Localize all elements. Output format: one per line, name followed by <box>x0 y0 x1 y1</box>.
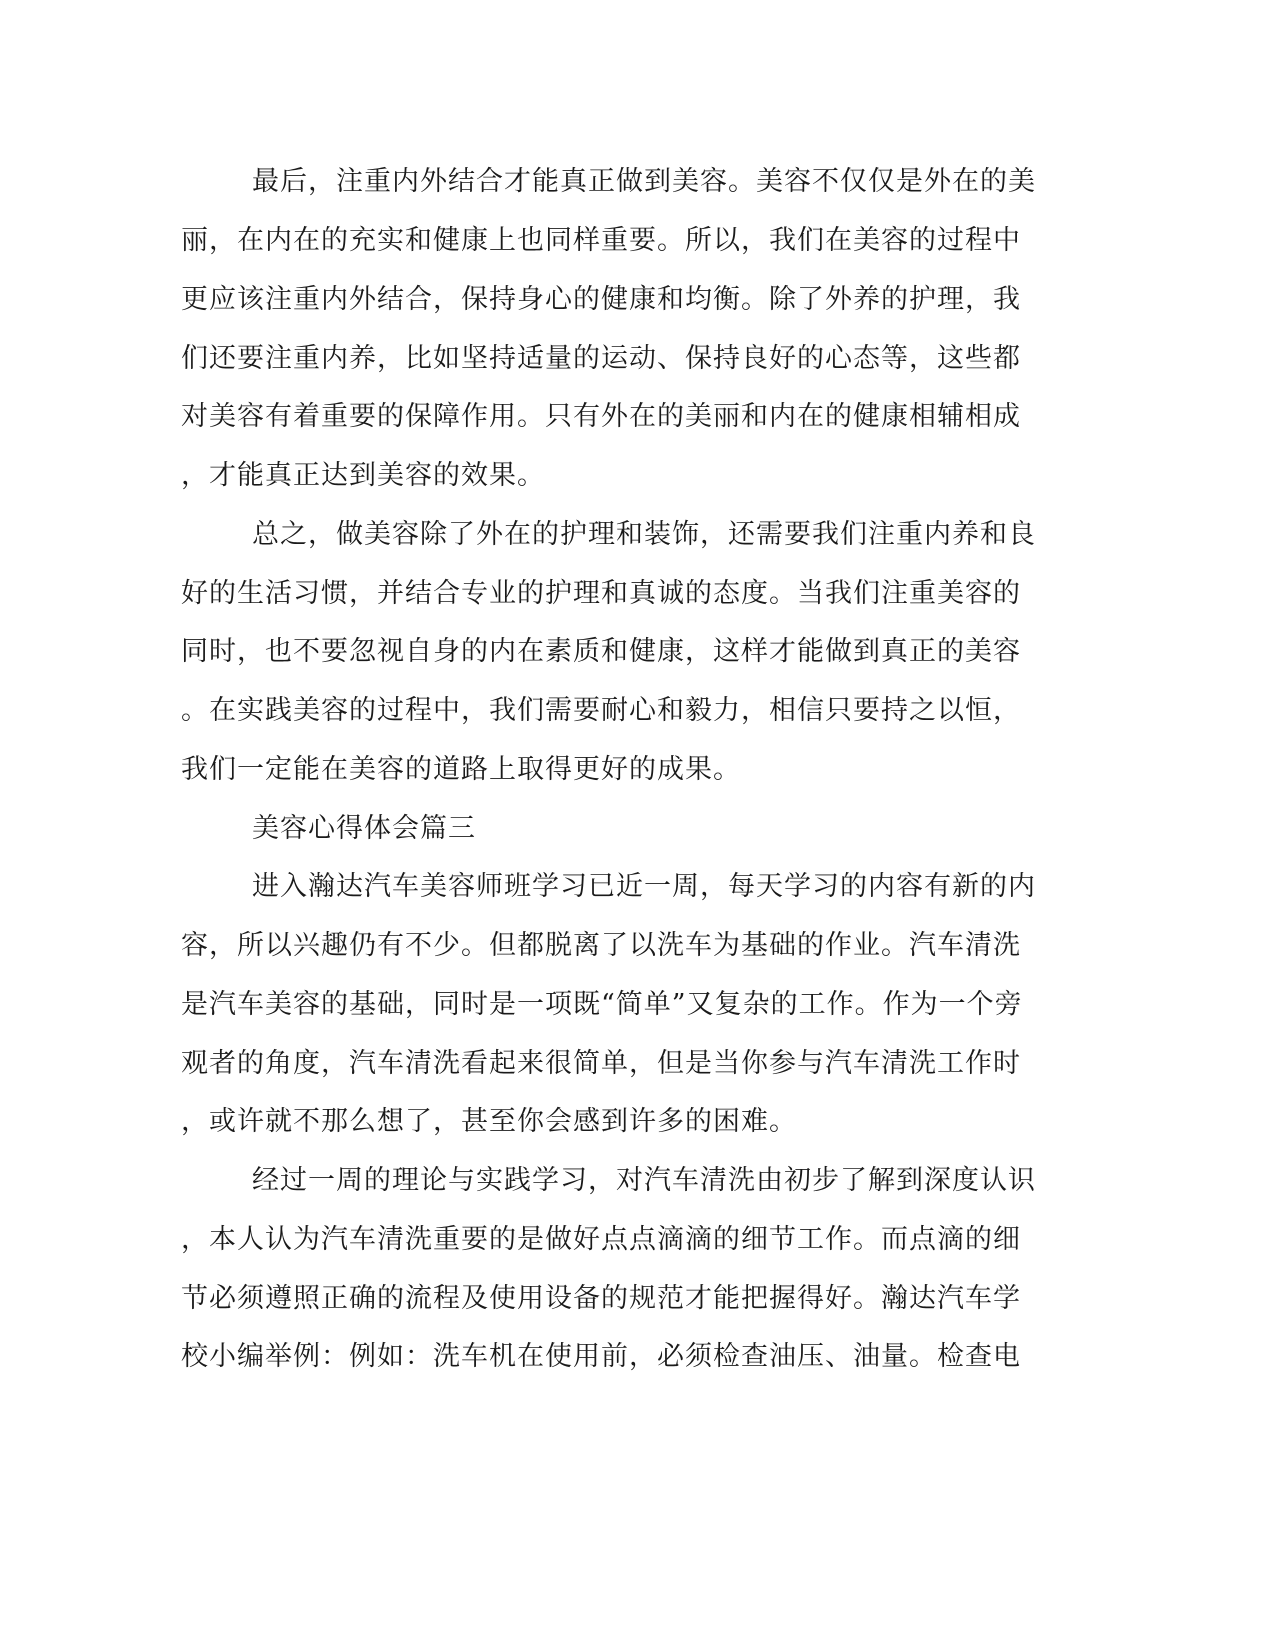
text-line: 同时，也不要忽视自身的内在素质和健康，这样才能做到真正的美容 <box>181 636 1021 667</box>
text-line: 。在实践美容的过程中，我们需要耐心和毅力，相信只要持之以恒， <box>181 695 1021 726</box>
text-line: ，才能真正达到美容的效果。 <box>181 460 545 491</box>
text-line: 丽，在内在的充实和健康上也同样重要。所以，我们在美容的过程中 <box>181 225 1021 256</box>
text-line: 是汽车美容的基础，同时是一项既“简单”又复杂的工作。作为一个旁 <box>181 989 1023 1020</box>
text-line: 好的生活习惯，并结合专业的护理和真诚的态度。当我们注重美容的 <box>181 578 1021 609</box>
text-line: 们还要注重内养，比如坚持适量的运动、保持良好的心态等，这些都 <box>181 343 1021 374</box>
section-heading: 美容心得体会篇三 <box>252 813 476 844</box>
text-line: 我们一定能在美容的道路上取得更好的成果。 <box>181 754 741 785</box>
text-line: 总之，做美容除了外在的护理和装饰，还需要我们注重内养和良 <box>252 519 1036 550</box>
text-line: 节必须遵照正确的流程及使用设备的规范才能把握得好。瀚达汽车学 <box>181 1283 1021 1314</box>
text-line: 经过一周的理论与实践学习，对汽车清洗由初步了解到深度认识 <box>252 1165 1036 1196</box>
text-line: 进入瀚达汽车美容师班学习已近一周，每天学习的内容有新的内 <box>252 871 1036 902</box>
text-line: 更应该注重内外结合，保持身心的健康和均衡。除了外养的护理，我 <box>181 284 1021 315</box>
text-line: ，或许就不那么想了，甚至你会感到许多的困难。 <box>181 1106 797 1137</box>
text-line: 最后，注重内外结合才能真正做到美容。美容不仅仅是外在的美 <box>252 166 1036 197</box>
text-line: 观者的角度，汽车清洗看起来很简单，但是当你参与汽车清洗工作时 <box>181 1048 1021 1079</box>
text-line: 容，所以兴趣仍有不少。但都脱离了以洗车为基础的作业。汽车清洗 <box>181 930 1021 961</box>
text-line: 对美容有着重要的保障作用。只有外在的美丽和内在的健康相辅相成 <box>181 401 1021 432</box>
text-line: 校小编举例：例如：洗车机在使用前，必须检查油压、油量。检查电 <box>181 1341 1021 1372</box>
text-line: ，本人认为汽车清洗重要的是做好点点滴滴的细节工作。而点滴的细 <box>181 1224 1021 1255</box>
